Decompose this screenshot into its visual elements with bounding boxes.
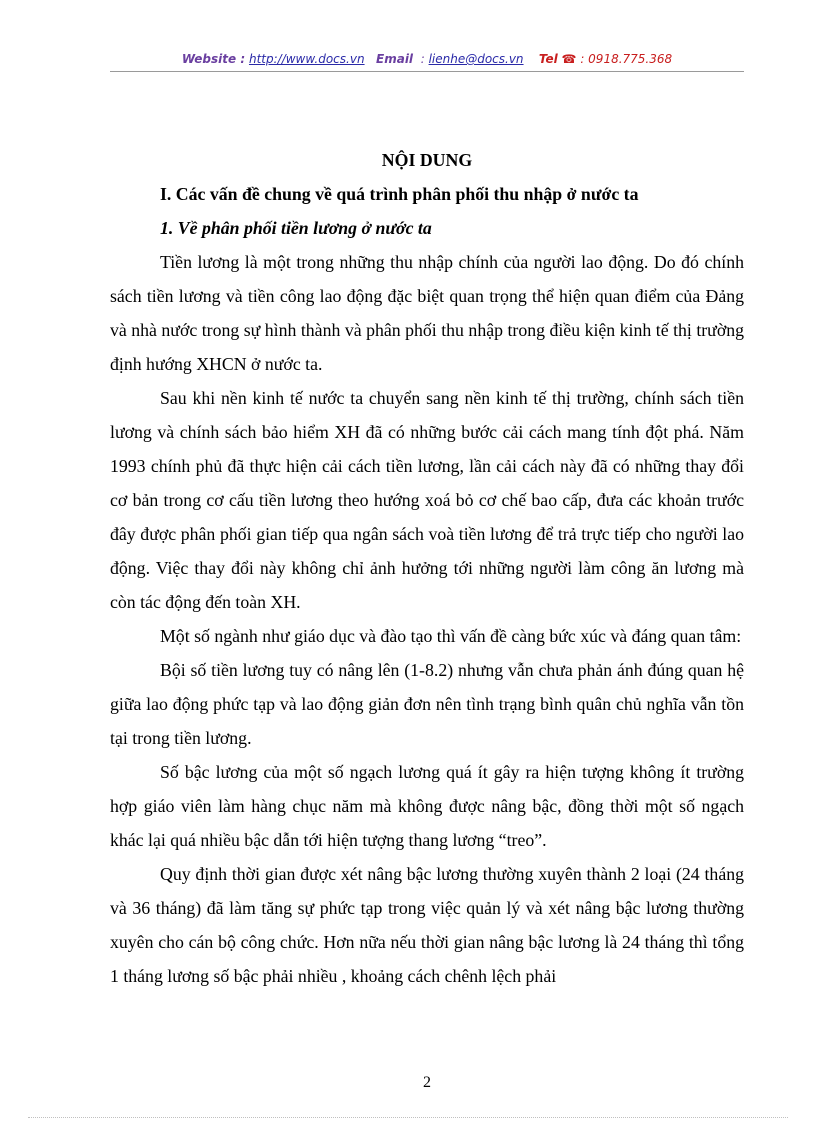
page-number: 2 [423,1074,431,1091]
paragraph: Quy định thời gian được xét nâng bậc lương thường xuyên thành 2 loại (24 tháng và 36 tháng) đã làm tăng sự phức tạp trong việc quản lý và xét nâng bậc lương thường xuyên cho cán bộ công chức. Hơn nữa nếu thời gian nâng bậc lương là 24 tháng thì tổng 1 tháng lương số bậc phải nhiều , khoảng cách chênh lệch phải [110,864,744,986]
paragraph: Tiền lương là một trong những thu nhập chính của người lao động. Do đó chính sách tiền lương và tiền công lao động đặc biệt quan trọng thể hiện quan điểm của Đảng và nhà nước trong sự hình thành và phân phối thu nhập trong điều kiện kinh tế thị trường định hướng XHCN ở nước ta. [110,252,744,374]
email-link[interactable]: lienhe@docs.vn [428,52,524,66]
paragraph: Bội số tiền lương tuy có nâng lên (1-8.2) nhưng vẫn chưa phản ánh đúng quan hệ giữa lao động phức tạp và lao động giản đơn nên tình trạng bình quân chủ nghĩa vẫn tồn tại trong tiền lương. [110,660,744,748]
tel-value: : 0918.775.368 [580,52,673,66]
email-separator: : [420,52,425,66]
paragraph: Sau khi nền kinh tế nước ta chuyển sang nền kinh tế thị trường, chính sách tiền lương và chính sách bảo hiểm XH đã có những bước cải cách mang tính đột phá. Năm 1993 chính phủ đã thực hiện cải cách tiền lương, lần cải cách này đã có những thay đổi cơ bản trong cơ cấu tiền lương theo hướng xoá bỏ cơ chế bao cấp, đưa các khoản trước đây được phân phối gian tiếp qua ngân sách voà tiền lương để trả trực tiếp cho người lao động. Việc thay đổi này không chỉ ảnh hưởng tới những người làm công ăn lương mà còn tác động đến toàn XH. [110,388,744,612]
page-header [110,51,744,67]
email-label: Email [376,52,414,66]
website-label: Website : [181,52,246,66]
website-link[interactable]: http://www.docs.vn [248,52,365,66]
header-divider [110,71,744,72]
subsection-heading: 1. Về phân phối tiền lương ở nước ta [160,218,432,238]
document-title: NỘI DUNG [381,150,473,170]
paragraph: Số bậc lương của một số ngạch lương quá ít gây ra hiện tượng không ít trường hợp giáo viên làm hàng chục năm mà không được nâng bậc, đồng thời một số ngạch khác lại quá nhiều bậc dẫn tới hiện tượng thang lương “treo”. [110,762,744,850]
document-body [110,143,744,993]
paragraph: Một số ngành như giáo dục và đào tạo thì vấn đề càng bức xúc và đáng quan tâm: [160,626,742,646]
tel-label: Tel [538,52,558,66]
phone-icon: ☎ [561,52,577,66]
page-bottom-divider [28,1117,788,1118]
section-heading: I. Các vấn đề chung về quá trình phân phối thu nhập ở nước ta [160,184,639,204]
